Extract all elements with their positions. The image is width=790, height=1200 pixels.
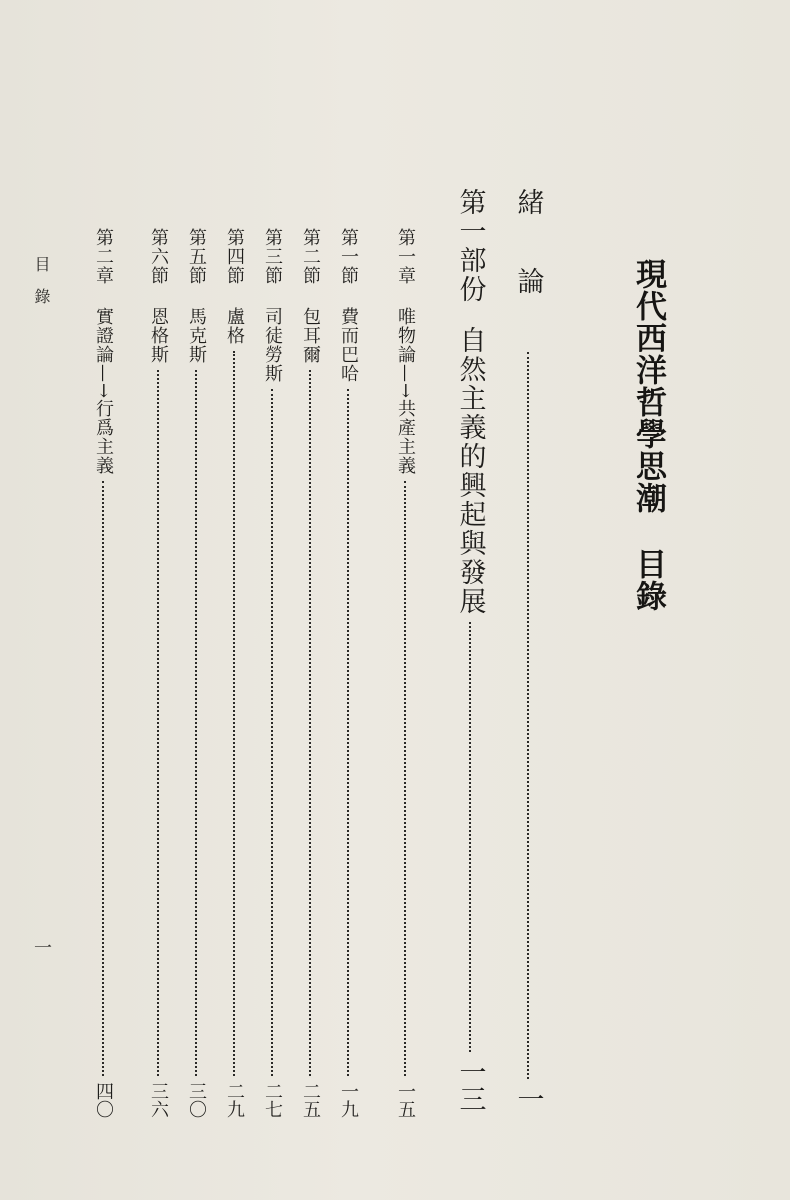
leader-dots — [102, 481, 104, 1076]
leader-dots — [347, 389, 349, 1076]
leader-dots — [271, 389, 273, 1076]
toc-entry-intro[interactable] — [510, 188, 546, 1112]
toc-entry-part-1[interactable] — [452, 188, 488, 1112]
leader-dots — [404, 481, 406, 1076]
leader-dots — [309, 370, 311, 1076]
entry-label: 第二章實證論—→行爲主義 — [93, 228, 114, 476]
entry-label: 第四節盧格 — [224, 228, 245, 345]
page-number: 四〇 — [93, 1082, 114, 1118]
page-number: 一三 — [454, 1058, 486, 1112]
entry-label: 第一部份自然主義的興起與發展 — [454, 188, 486, 616]
toc-entry-chapter-2[interactable] — [90, 228, 116, 1118]
toc-entry-chapter-1[interactable] — [392, 228, 418, 1118]
toc-entry-section-5[interactable] — [183, 228, 209, 1118]
page-number: 二五 — [300, 1082, 321, 1118]
entry-label: 第二節包耳爾 — [300, 228, 321, 364]
toc-entry-section-1[interactable] — [335, 228, 361, 1118]
title-suffix: 目錄 — [630, 548, 666, 612]
page-number: 二九 — [224, 1082, 245, 1118]
entry-label: 第三節司徒勞斯 — [262, 228, 283, 383]
toc-entry-section-6[interactable] — [145, 228, 171, 1118]
leader-dots — [469, 622, 471, 1052]
leader-dots — [233, 351, 235, 1076]
leader-dots — [195, 370, 197, 1076]
page-number: 一九 — [338, 1082, 359, 1118]
entry-label: 第五節馬克斯 — [186, 228, 207, 364]
entry-label: 第一節費而巴哈 — [338, 228, 359, 383]
entry-label: 緒論 — [512, 188, 544, 346]
toc-entry-section-3[interactable] — [259, 228, 285, 1118]
running-head: 目錄 — [32, 256, 51, 320]
toc-entry-section-2[interactable] — [297, 228, 323, 1118]
page-title — [626, 258, 671, 612]
folio: 一 — [34, 938, 52, 959]
page-number: 三六 — [148, 1082, 169, 1118]
entry-label: 第一章唯物論—→共產主義 — [395, 228, 416, 476]
book-title: 現代西洋哲學思潮 — [630, 258, 666, 514]
entry-label: 第六節恩格斯 — [148, 228, 169, 364]
toc-entry-section-4[interactable] — [221, 228, 247, 1118]
page-number: 二七 — [262, 1082, 283, 1118]
page-number: 三〇 — [186, 1082, 207, 1118]
leader-dots — [527, 352, 529, 1079]
page-number: 一五 — [395, 1082, 416, 1118]
leader-dots — [157, 370, 159, 1076]
page-number: 一 — [512, 1085, 544, 1112]
